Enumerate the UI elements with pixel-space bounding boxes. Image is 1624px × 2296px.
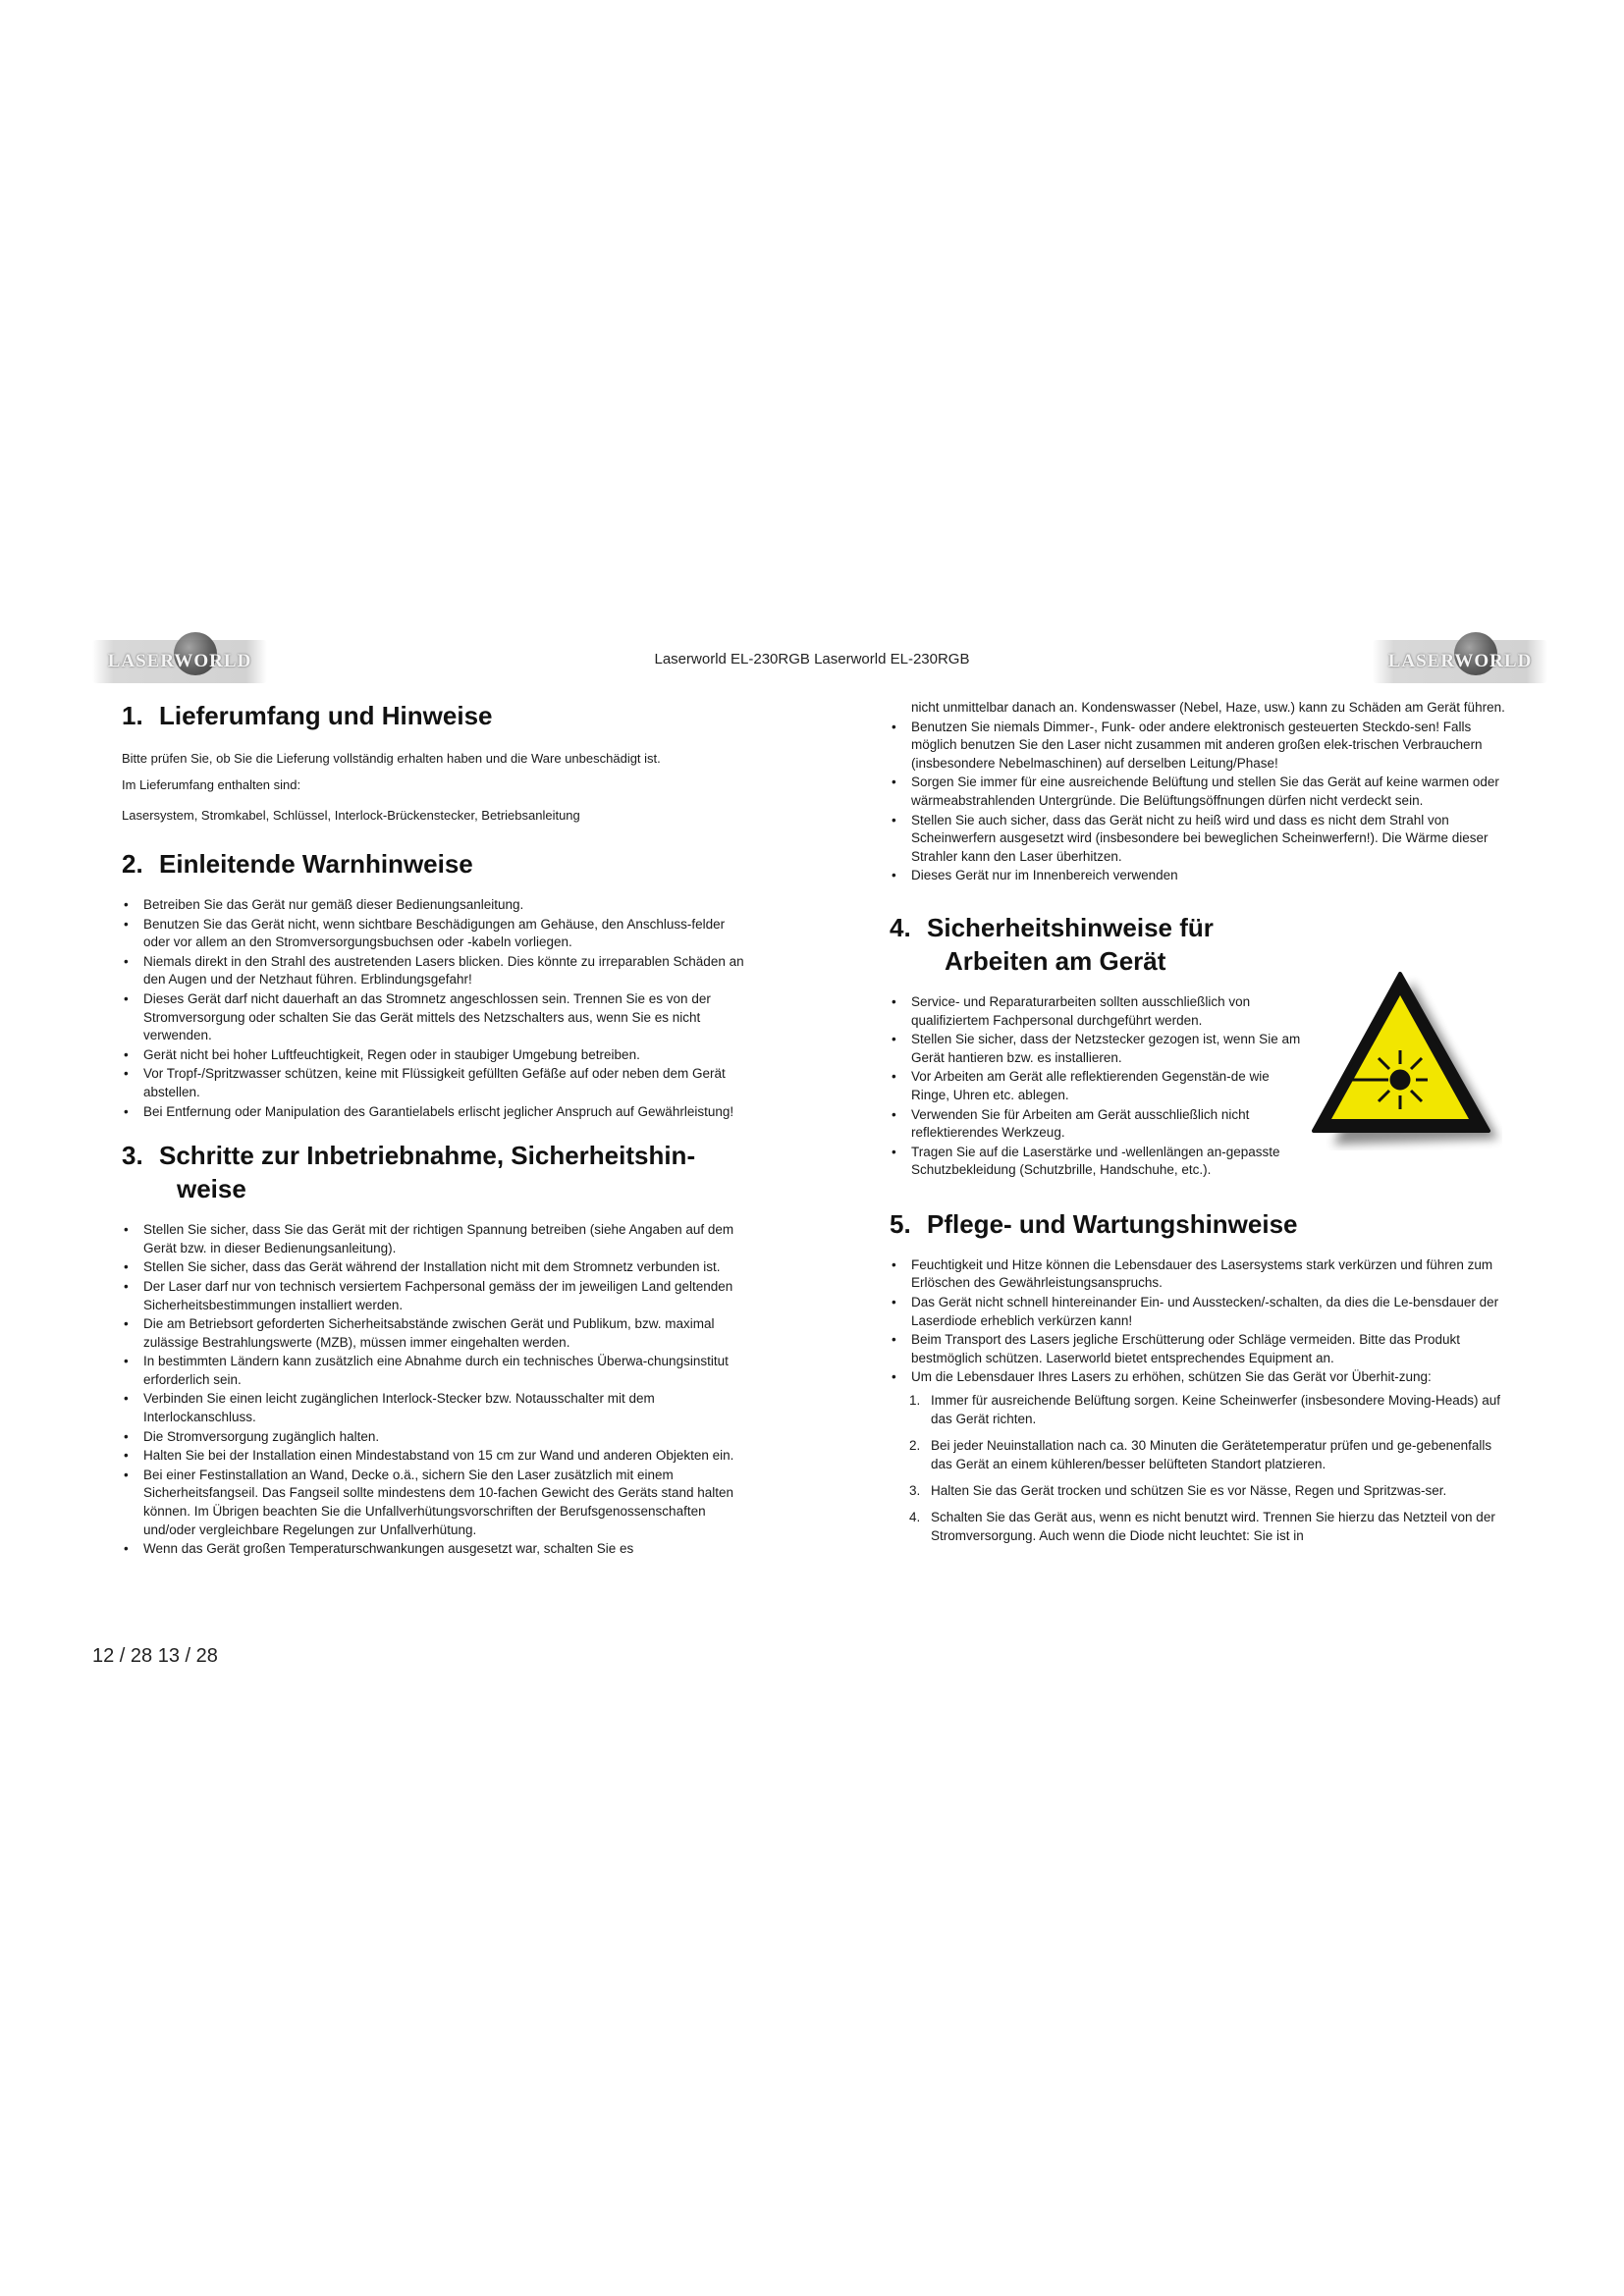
list-item: • Betreiben Sie das Gerät nur gemäß dieser Bedienungsanleitung. <box>122 896 750 915</box>
list-item: • Service- und Reparaturarbeiten sollten ausschließlich von qualifiziertem Fachpersonal durchgeführt werden. <box>890 993 1302 1030</box>
item-text: Halten Sie das Gerät trocken und schützen Sie es vor Nässe, Regen und Spritzwas-ser. <box>931 1483 1447 1499</box>
list-item: • Vor Arbeiten am Gerät alle reflektierenden Gegenstän-de wie Ringe, Uhren etc. ablegen. <box>890 1068 1302 1104</box>
section-3-title <box>122 1139 750 1205</box>
section-2-title <box>122 847 750 881</box>
item-number: 2. <box>909 1438 921 1454</box>
list-item: • Stellen Sie sicher, dass der Netzstecker gezogen ist, wenn Sie am Gerät hantieren bzw. es installieren. <box>890 1031 1302 1067</box>
list-item: • Verwenden Sie für Arbeiten am Gerät ausschließlich nicht reflektierendes Werkzeug. <box>890 1106 1302 1143</box>
section-number: 5. <box>890 1208 911 1239</box>
list-item: • Stellen Sie sicher, dass Sie das Gerät mit der richtigen Spannung betreiben (siehe Angaben auf dem Gerät bzw. in dieser Bedienungsanleitung). <box>122 1221 750 1257</box>
list-item: • Beim Transport des Lasers jegliche Erschütterung oder Schläge vermeiden. Bitte das Produkt bestmöglich schützen. Laserworld bietet entsprechendes Equipment an. <box>890 1331 1514 1367</box>
paragraph: Im Lieferumfang enthalten sind: <box>122 777 301 792</box>
list-item: • Stellen Sie sicher, dass das Gerät während der Installation nicht mit dem Stromnetz verbunden ist. <box>122 1258 750 1277</box>
section-1-title <box>122 699 750 732</box>
item-number: 3. <box>909 1483 921 1499</box>
section-number: 3. <box>122 1141 143 1171</box>
section-heading: Einleitende Warnhinweise <box>159 849 473 879</box>
continued-paragraph: nicht unmittelbar danach an. Kondenswasser (Nebel, Haze, usw.) kann zu Schäden am Gerät führen. <box>911 700 1505 715</box>
section-number: 4. <box>890 912 911 942</box>
list-item: • Vor Tropf-/Spritzwasser schützen, keine mit Flüssigkeit gefüllten Gefäße auf oder neben dem Gerät abstellen. <box>122 1065 750 1101</box>
item-text: Immer für ausreichende Belüftung sorgen. Keine Scheinwerfer (insbesondere Moving-Heads) auf das Gerät richten. <box>931 1393 1501 1427</box>
list-item: • Die am Betriebsort geforderten Sicherheitsabstände zwischen Gerät und Publikum, bzw. maximal zulässige Bestrahlungswerte (MZB), müssen immer eingehalten werden. <box>122 1315 750 1352</box>
bullet-list <box>122 896 750 1121</box>
bullet-list <box>890 1256 1514 1387</box>
section-number: 1. <box>122 701 143 730</box>
paragraph: Bitte prüfen Sie, ob Sie die Lieferung vollständig erhalten haben und die Ware unbeschädigt ist. <box>122 751 661 766</box>
section-heading-continued: weise <box>177 1174 246 1204</box>
section-heading: Lieferumfang und Hinweise <box>159 701 493 730</box>
list-item: • Halten Sie bei der Installation einen Mindestabstand von 15 cm zur Wand und anderen Objekten ein. <box>122 1447 750 1466</box>
bullet-list <box>890 719 1514 885</box>
section-number: 2. <box>122 849 143 879</box>
list-item: • Bei einer Festinstallation an Wand, Decke o.ä., sichern Sie den Laser zusätzlich mit einem Sicherheitsfangseil. Das Fangseil sollte mindestens dem 10-fachen Gewicht des Geräts stand halten können. Im Übrigen beachten Sie die Unfallverhütungsvorschriften der Berufsgenossenschaften und/oder vergleichbare Regelungen zur Unfallverhütung. <box>122 1467 750 1539</box>
laserworld-logo-right <box>1373 640 1547 683</box>
item-text: Bei jeder Neuinstallation nach ca. 30 Minuten die Gerätetemperatur prüfen und ge-gebenenfalls das Gerät an einem kühleren/besser belüfteten Standort platzieren. <box>931 1438 1492 1472</box>
paragraph: Lasersystem, Stromkabel, Schlüssel, Interlock-Brückenstecker, Betriebsanleitung <box>122 808 580 823</box>
list-item: • Das Gerät nicht schnell hintereinander Ein- und Ausstecken/-schalten, da dies die Le-bensdauer der Laserdiode erheblich verkürzen kann! <box>890 1294 1514 1330</box>
page-header-title: Laserworld EL-230RGB Laserworld EL-230RGB <box>654 651 970 667</box>
item-number: 1. <box>909 1393 921 1409</box>
list-item: • Die Stromversorgung zugänglich halten. <box>122 1428 750 1447</box>
bullet-list <box>890 993 1302 1180</box>
list-item: • Sorgen Sie immer für eine ausreichende Belüftung und stellen Sie das Gerät auf keine warmen oder wärmeabstrahlenden Untergründe. Die Belüftungsöffnungen dürfen nicht verdeckt sein. <box>890 774 1514 810</box>
section-heading: Sicherheitshinweise für <box>927 912 1214 942</box>
logo-text: LASERWORLD <box>1387 651 1533 671</box>
list-item: • Bei Entfernung oder Manipulation des Garantielabels erlischt jeglicher Anspruch auf Gewährleistung! <box>122 1103 750 1122</box>
item-text: Schalten Sie das Gerät aus, wenn es nicht benutzt wird. Trennen Sie hierzu das Netzteil von der Stromversorgung. Auch wenn die Diode nicht leuchtet: Sie ist in <box>931 1510 1495 1544</box>
numbered-item <box>909 1508 1514 1545</box>
list-item: • In bestimmten Ländern kann zusätzlich eine Abnahme durch ein technisches Überwa-chungsinstitut erforderlich sein. <box>122 1353 750 1389</box>
page-numbers: 12 / 28 13 / 28 <box>92 1645 218 1667</box>
section-4-title <box>890 911 1514 978</box>
section-heading: Schritte zur Inbetriebnahme, Sicherheitshin- <box>159 1141 696 1171</box>
list-item: • Der Laser darf nur von technisch versiertem Fachpersonal gemäss der im jeweiligen Land geltenden Sicherheitsbestimmungen installiert werden. <box>122 1278 750 1314</box>
list-item: • Um die Lebensdauer Ihres Lasers zu erhöhen, schützen Sie das Gerät vor Überhit-zung: <box>890 1368 1514 1387</box>
numbered-item <box>909 1436 1514 1473</box>
list-item: • Verbinden Sie einen leicht zugänglichen Interlock-Stecker bzw. Notausschalter mit dem Interlockanschluss. <box>122 1390 750 1426</box>
list-item: • Gerät nicht bei hoher Luftfeuchtigkeit, Regen oder in staubiger Umgebung betreiben. <box>122 1046 750 1065</box>
section-heading-continued: Arbeiten am Gerät <box>945 945 1166 976</box>
list-item: • Wenn das Gerät großen Temperaturschwankungen ausgesetzt war, schalten Sie es <box>122 1540 750 1559</box>
numbered-list <box>890 1391 1514 1545</box>
list-item: • Stellen Sie auch sicher, dass das Gerät nicht zu heiß wird und dass es nicht dem Strahl von Scheinwerfern ausgesetzt wird (insbesondere bei beweglichen Scheinwerfern!). Die Wärme dieser Strahler kann den Laser überhitzen. <box>890 812 1514 867</box>
left-page-column <box>122 699 750 1576</box>
list-item: • Benutzen Sie niemals Dimmer-, Funk- oder andere elektronisch gesteuerten Steckdo-sen! Falls möglich benutzen Sie den Laser nicht zusammen mit anderen großen elek-trischen Verbrauchern (insbesondere Nebelmaschinen) auf derselben Leitung/Phase! <box>890 719 1514 774</box>
list-item: • Dieses Gerät darf nicht dauerhaft an das Stromnetz angeschlossen sein. Trennen Sie es von der Stromversorgung oder schalten Sie das Gerät mittels des Netzschalters aus, wenn Sie es nicht verwenden. <box>122 990 750 1045</box>
bullet-list <box>122 1221 750 1559</box>
numbered-item <box>909 1481 1514 1500</box>
list-item: • Feuchtigkeit und Hitze können die Lebensdauer des Lasersystems stark verkürzen und führen zum Erlöschen des Gewährleistungsanspruchs. <box>890 1256 1514 1293</box>
list-item: • Tragen Sie auf die Laserstärke und -wellenlängen an-gepasste Schutzbekleidung (Schutzbrille, Handschuhe, etc.). <box>890 1144 1302 1180</box>
list-item: • Dieses Gerät nur im Innenbereich verwenden <box>890 867 1514 885</box>
section-5-title <box>890 1207 1514 1241</box>
laser-warning-triangle-icon <box>1306 970 1502 1150</box>
list-item: • Benutzen Sie das Gerät nicht, wenn sichtbare Beschädigungen am Gehäuse, den Anschluss-felder oder vor allem an den Stromversorgungsbuchsen oder -kabeln vorliegen. <box>122 916 750 952</box>
list-item: • Niemals direkt in den Strahl des austretenden Lasers blicken. Dies könnte zu irreparablen Schäden an den Augen und der Netzhaut führen. Erblindungsgefahr! <box>122 953 750 989</box>
section-heading: Pflege- und Wartungshinweise <box>927 1208 1298 1239</box>
item-number: 4. <box>909 1510 921 1525</box>
numbered-item <box>909 1391 1514 1428</box>
logo-text: LASERWORLD <box>107 651 252 671</box>
